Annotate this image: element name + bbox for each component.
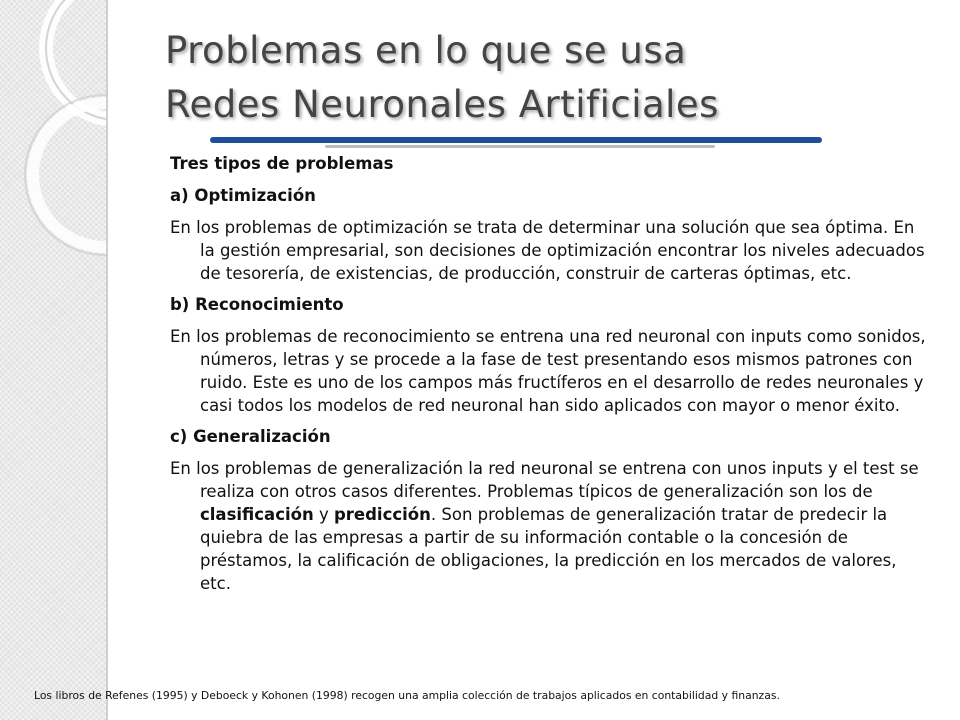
section-c-text (170, 457, 930, 595)
title-line-2: Redes Neuronales Artificiales (165, 83, 719, 126)
title-underline (210, 137, 822, 143)
decorative-sidebar (0, 0, 108, 720)
section-c-bold-classification: clasificación (200, 505, 314, 524)
decorative-circles (0, 0, 108, 720)
footnote: Los libros de Refenes (1995) y Deboeck y Kohonen (1998) recogen una amplia colección de trabajos aplicados en contabilidad y finanzas. (34, 689, 780, 702)
section-a-text: En los problemas de optimización se trata de determinar una solución que sea óptima. En la gestión empresarial, son decisiones de optimización encontrar los niveles adecuados de tesorería, de existencias, de producción, construir de carteras óptimas, etc. (170, 218, 925, 283)
section-c-text-part3: . Son problemas de generalización tratar de predecir la quiebra de las empresas a partir de su información contable o la concesión de préstamos, la calificación de obligaciones, la predicción en los mercados de valores, etc. (200, 505, 897, 593)
sidebar-edge (106, 0, 108, 720)
slide-title (165, 24, 925, 132)
section-c-heading: c) Generalización (170, 427, 331, 446)
section-b-text: En los problemas de reconocimiento se entrena una red neuronal con inputs como sonidos, números, letras y se procede a la fase de test presentando esos mismos patrones con ruido. Este es uno de los campos más fructíferos en el desarrollo de redes neuronales y casi todos los modelos de red neuronal han sido aplicados con mayor o menor éxito. (170, 327, 926, 415)
title-line-1: Problemas en lo que se usa (165, 29, 687, 72)
slide-body (170, 152, 930, 603)
section-c-text-part2: y (313, 505, 334, 524)
section-b-heading: b) Reconocimiento (170, 295, 344, 314)
section-c-text-part1: En los problemas de generalización la red neuronal se entrena con unos inputs y el test se realiza con otros casos diferentes. Problemas típicos de generalización son los de (170, 459, 919, 501)
section-c-bold-prediction: predicción (333, 505, 431, 524)
title-underline-shadow (325, 145, 715, 148)
intro-heading: Tres tipos de problemas (170, 154, 394, 173)
section-a-heading: a) Optimización (170, 186, 316, 205)
